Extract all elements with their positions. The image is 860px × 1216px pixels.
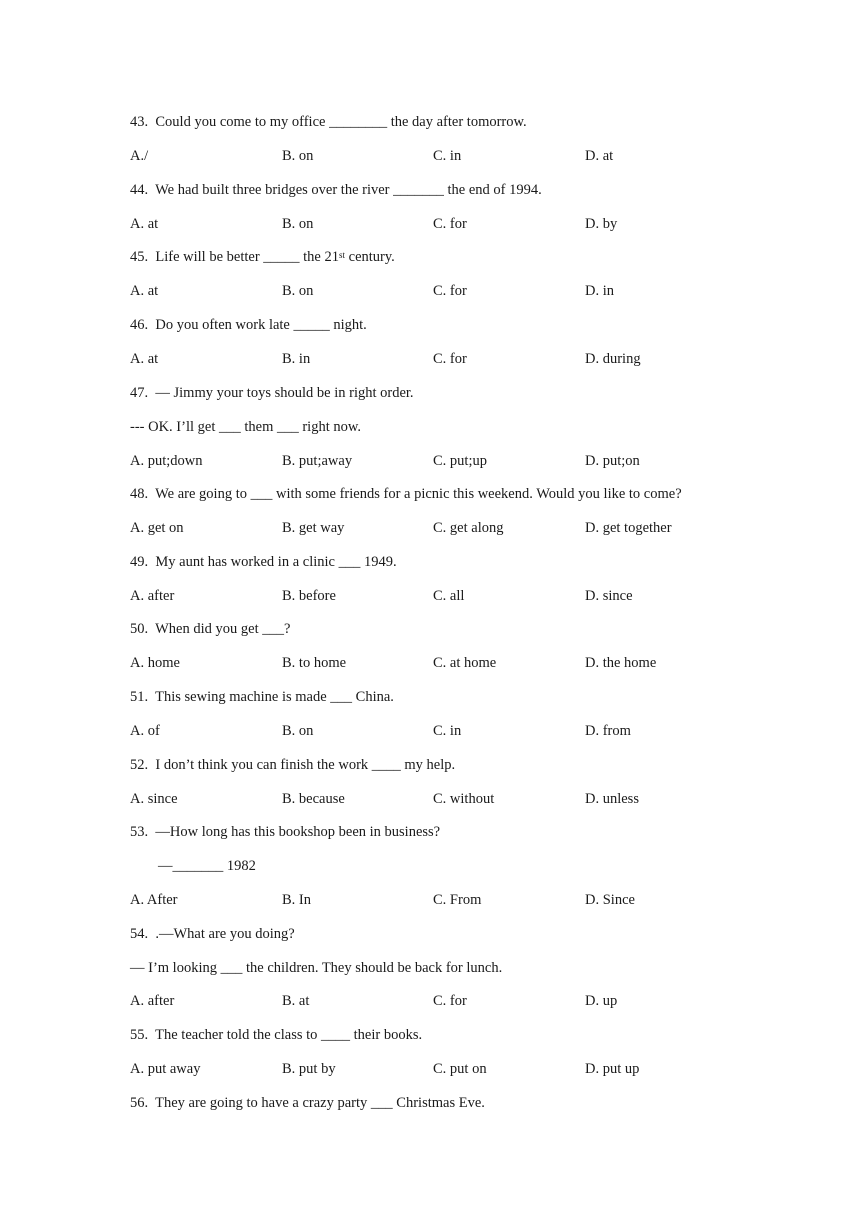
q54-option-a: A. after bbox=[130, 993, 175, 1009]
q46-option-a: A. at bbox=[130, 351, 159, 367]
question-46: 46. Do you often work late _____ night. bbox=[130, 317, 367, 333]
q50-option-b: B. to home bbox=[282, 655, 347, 671]
question-50: 50. When did you get ___? bbox=[130, 621, 291, 637]
q55-option-c: C. put on bbox=[433, 1061, 487, 1077]
question-54-reply: — I’m looking ___ the children. They should be back for lunch. bbox=[130, 960, 503, 976]
q43-option-c: C. in bbox=[433, 148, 462, 164]
q48-option-a: A. get on bbox=[130, 520, 184, 536]
question-49: 49. My aunt has worked in a clinic ___ 1949. bbox=[130, 554, 397, 570]
q43-option-a: A./ bbox=[130, 148, 149, 164]
question-56: 56. They are going to have a crazy party ___ Christmas Eve. bbox=[130, 1095, 485, 1111]
q49-option-c: C. all bbox=[433, 588, 465, 604]
q51-option-b: B. on bbox=[282, 723, 314, 739]
question-55: 55. The teacher told the class to ____ their books. bbox=[130, 1027, 423, 1043]
q45-option-a: A. at bbox=[130, 283, 159, 299]
q47-option-b: B. put;away bbox=[282, 453, 353, 469]
q50-option-a: A. home bbox=[130, 655, 180, 671]
q47-option-a: A. put;down bbox=[130, 453, 203, 469]
question-51: 51. This sewing machine is made ___ China. bbox=[130, 689, 394, 705]
q46-option-b: B. in bbox=[282, 351, 311, 367]
q44-option-b: B. on bbox=[282, 216, 314, 232]
question-47: 47. — Jimmy your toys should be in right order. bbox=[130, 385, 414, 401]
q44-option-c: C. for bbox=[433, 216, 467, 232]
question-54: 54. .—What are you doing? bbox=[130, 926, 295, 942]
q54-option-d: D. up bbox=[585, 993, 618, 1009]
q46-option-d: D. during bbox=[585, 351, 641, 367]
q55-option-a: A. put away bbox=[130, 1061, 201, 1077]
q45-option-d: D. in bbox=[585, 283, 614, 299]
question-52: 52. I don’t think you can finish the work ____ my help. bbox=[130, 757, 456, 773]
q52-option-a: A. since bbox=[130, 791, 178, 807]
question-48: 48. We are going to ___ with some friends for a picnic this weekend. Would you like to come? bbox=[130, 486, 682, 502]
q51-option-c: C. in bbox=[433, 723, 462, 739]
q45-option-b: B. on bbox=[282, 283, 314, 299]
q47-option-d: D. put;on bbox=[585, 453, 640, 469]
q45-option-c: C. for bbox=[433, 283, 467, 299]
q55-option-d: D. put up bbox=[585, 1061, 640, 1077]
question-53: 53. —How long has this bookshop been in business? bbox=[130, 824, 441, 840]
q48-option-c: C. get along bbox=[433, 520, 504, 536]
q55-option-b: B. put by bbox=[282, 1061, 336, 1077]
q48-option-b: B. get way bbox=[282, 520, 345, 536]
q53-option-a: A. After bbox=[130, 892, 178, 908]
q52-option-b: B. because bbox=[282, 791, 345, 807]
question-44: 44. We had built three bridges over the river _______ the end of 1994. bbox=[130, 182, 542, 198]
q54-option-b: B. at bbox=[282, 993, 310, 1009]
q51-option-a: A. of bbox=[130, 723, 160, 739]
q49-option-d: D. since bbox=[585, 588, 633, 604]
q44-option-d: D. by bbox=[585, 216, 618, 232]
question-43: 43. Could you come to my office ________ the day after tomorrow. bbox=[130, 114, 527, 130]
question-53-reply: —_______ 1982 bbox=[158, 858, 256, 874]
q48-option-d: D. get together bbox=[585, 520, 672, 536]
q50-option-d: D. the home bbox=[585, 655, 657, 671]
q53-option-c: C. From bbox=[433, 892, 482, 908]
q49-option-b: B. before bbox=[282, 588, 336, 604]
question-47-reply: --- OK. I’ll get ___ them ___ right now. bbox=[130, 419, 362, 435]
q54-option-c: C. for bbox=[433, 993, 467, 1009]
q46-option-c: C. for bbox=[433, 351, 467, 367]
q43-option-b: B. on bbox=[282, 148, 314, 164]
q43-option-d: D. at bbox=[585, 148, 614, 164]
q53-option-b: B. In bbox=[282, 892, 311, 908]
q53-option-d: D. Since bbox=[585, 892, 635, 908]
q51-option-d: D. from bbox=[585, 723, 631, 739]
q49-option-a: A. after bbox=[130, 588, 175, 604]
question-45: 45. Life will be better _____ the 21st century. bbox=[130, 249, 395, 265]
q52-option-c: C. without bbox=[433, 791, 495, 807]
q47-option-c: C. put;up bbox=[433, 453, 487, 469]
q44-option-a: A. at bbox=[130, 216, 159, 232]
q52-option-d: D. unless bbox=[585, 791, 639, 807]
q50-option-c: C. at home bbox=[433, 655, 497, 671]
